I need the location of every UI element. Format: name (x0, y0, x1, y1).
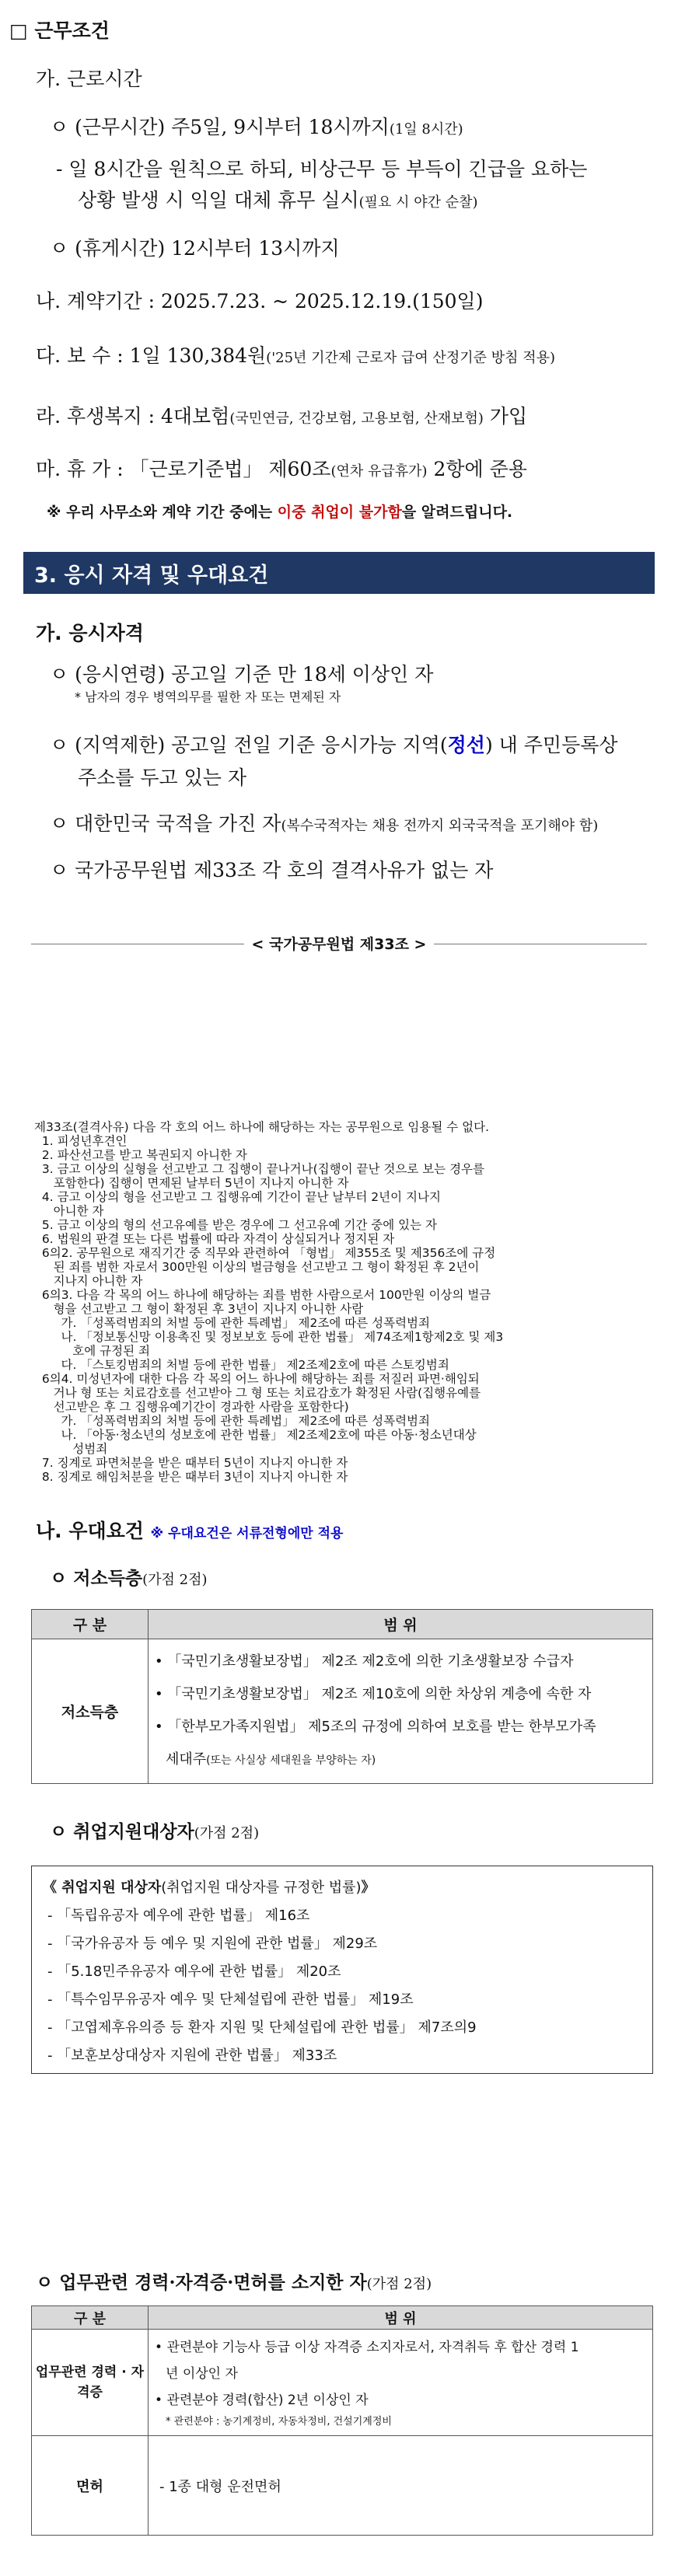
list-item: • 관련분야 기능사 등급 이상 자격증 소지자로서, 자격취득 후 합산 경력 1 (155, 2340, 579, 2355)
law-line: 성범죄 (34, 1442, 108, 1456)
license-heading: ㅇ 업무관련 경력·자격증·면허를 소지한 자(가점 2점) (36, 2272, 432, 2293)
list-item: • 「국민기초생활보장법」 제2조 제2호에 의한 기초생활보장 수급자 (155, 1653, 574, 1670)
double-employment-notice: ※ 우리 사무소와 계약 기간 중에는 이중 취업이 불가함을 알려드립니다. (47, 504, 513, 521)
law-line: 호에 규정된 죄 (34, 1344, 150, 1358)
contract-period: 나. 계약기간 : 2025.7.23. ~ 2025.12.19.(150일) (36, 290, 484, 312)
law-line: 제33조(결격사유) 다음 각 호의 어느 하나에 해당하는 자는 공무원으로 임용될 수 없다. (34, 1120, 490, 1134)
low-income-table (31, 1609, 653, 1784)
list-item: - 「독립유공자 예우에 관한 법률」 제16조 (47, 1908, 310, 1924)
support-heading: ㅇ 취업지원대상자(가점 2점) (50, 1821, 260, 1842)
nationality-requirement: ㅇ 대한민국 국적을 가진 자(복수국적자는 채용 전까지 외국국적을 포기해야 함) (50, 812, 599, 835)
law-line: 3. 금고 이상의 실형을 선고받고 그 집행이 끝나거나(집행이 끝난 것으로 보는 경우를 (34, 1162, 484, 1176)
law-line: 8. 징계로 해임처분을 받은 때부터 3년이 지나지 아니한 자 (34, 1470, 348, 1484)
law-title: < 국가공무원법 제33조 > (244, 936, 435, 953)
table-row: 면허 - 1종 대형 운전면허 (32, 2436, 653, 2536)
work-hours-line: ㅇ (근무시간) 주5일, 9시부터 18시까지(1일 8시간) (50, 116, 463, 138)
law-line: 다. 「스토킹범죄의 처벌 등에 관한 법률」 제2조제2호에 따른 스토킹범죄 (34, 1358, 449, 1372)
law-line: 나. 「아동·청소년의 성보호에 관한 법률」 제2조제2호에 따른 아동·청소년대상 (34, 1428, 477, 1442)
table-header-row: 구 분 범 위 (32, 1610, 653, 1639)
law-line: 선고받은 후 그 집행유예기간이 경과한 사람을 포함한다) (34, 1400, 349, 1414)
vacation: 마. 휴 가 : 「근로기준법」 제60조(연차 유급휴가) 2항에 준용 (36, 458, 527, 480)
law-line: 6의3. 다음 각 목의 어느 하나에 해당하는 죄를 범한 사람으로서 100만원 이상의 벌금 (34, 1288, 491, 1302)
law-text (34, 1120, 503, 1484)
law-line: 포함한다) 집행이 면제된 날부터 5년이 지나지 아니한 자 (34, 1176, 349, 1190)
list-item: - 「보훈보상대상자 지원에 관한 법률」 제33조 (47, 2047, 337, 2064)
law-line: 4. 금고 이상의 형을 선고받고 그 집행유예 기간이 끝난 날부터 2년이 지나지 (34, 1190, 441, 1204)
list-item: - 「5.18민주유공자 예우에 관한 법률」 제20조 (47, 1963, 341, 1980)
law-line: 7. 징계로 파면처분을 받은 때부터 5년이 지나지 아니한 자 (34, 1456, 348, 1470)
break-time-line: ㅇ (휴게시간) 12시부터 13시까지 (50, 237, 340, 260)
law-line: 형을 선고받고 그 형이 확정된 후 3년이 지나지 아니한 사람 (34, 1302, 364, 1316)
law-line: 거나 형 또는 치료감호를 선고받아 그 형 또는 치료감호가 확정된 사람(집행유예를 (34, 1386, 481, 1400)
table-row: 업무관련 경력 · 자격증 • 관련분야 기능사 등급 이상 자격증 소지자로서, 자격취득 후 합산 경력 1 년 이상인 자 • 관련분야 경력(합산) 2년 이상인 자 * 관련분야 : 농기계정비, 자동차정비, 건설기계정비 (32, 2330, 653, 2436)
table-row: 저소득층 • 「국민기초생활보장법」 제2조 제2호에 의한 기초생활보장 수급자 • 「국민기초생활보장법」 제2조 제10호에 의한 차상위 계층에 속한 자 • 「한부모가족지원법」 제5조의 규정에 의하여 보호를 받는 한부모가족 세대주(또는 사실상 세대원을 부양하는 자) (32, 1639, 653, 1784)
law-line: 아니한 자 (34, 1204, 104, 1218)
overtime-note: - 일 8시간을 원칙으로 하되, 비상근무 등 부득이 긴급을 요하는 상황 발생 시 익일 대체 휴무 실시(필요 시 야간 순찰) (56, 158, 588, 211)
law-line: 된 죄를 범한 자로서 300만원 이상의 벌금형을 선고받고 그 형이 확정된 후 2년이 (34, 1260, 480, 1274)
salary: 다. 보 수 : 1일 130,384원('25년 기간제 근로자 급여 산정기준 방침 적용) (36, 344, 555, 367)
license-table (31, 2305, 653, 2536)
disqualification-requirement: ㅇ 국가공무원법 제33조 각 호의 결격사유가 없는 자 (50, 859, 494, 881)
list-item: • 관련분야 경력(합산) 2년 이상인 자 (155, 2393, 369, 2408)
list-item: - 「특수임무유공자 예우 및 단체설립에 관한 법률」 제19조 (47, 1991, 414, 2008)
list-item: - 「고엽제후유의증 등 환자 지원 및 단체설립에 관한 법률」 제7조의9 (47, 2019, 477, 2036)
military-note: * 남자의 경우 병역의무를 필한 자 또는 면제된 자 (75, 689, 341, 704)
law-line: 6의2. 공무원으로 재직기간 중 직무와 관련하여 「형법」 제355조 및 제356조에 규정 (34, 1246, 496, 1260)
law-line: 지나지 아니한 자 (34, 1274, 143, 1288)
section-header-work: □ 근무조건 (9, 19, 110, 42)
support-laws-box (31, 1866, 653, 2074)
section-bar-qualification: 3. 응시 자격 및 우대요건 (23, 552, 655, 594)
region-requirement: ㅇ (지역제한) 공고일 전일 기준 응시가능 지역(정선) 내 주민등록상 주소를 두고 있는 자 (50, 734, 618, 789)
list-item: • 「국민기초생활보장법」 제2조 제10호에 의한 차상위 계층에 속한 자 (155, 1686, 592, 1702)
law-line: 나. 「정보통신망 이용촉진 및 정보보호 등에 관한 법률」 제74조제1항제2호 및 제3 (34, 1330, 504, 1344)
law-line: 가. 「성폭력범죄의 처벌 등에 관한 특례법」 제2조에 따른 성폭력범죄 (34, 1316, 430, 1330)
list-item: • 「한부모가족지원법」 제5조의 규정에 의하여 보호를 받는 한부모가족 (155, 1719, 596, 1735)
welfare: 라. 후생복지 : 4대보험(국민연금, 건강보험, 고용보험, 산재보험) 가입 (36, 405, 528, 428)
work-hours-heading: 가. 근로시간 (36, 68, 142, 90)
law-line: 1. 피성년후견인 (34, 1134, 128, 1148)
eligibility-heading: 가. 응시자격 (36, 622, 144, 644)
preference-heading: 나. 우대요건 ※ 우대요건은 서류전형에만 적용 (36, 1520, 344, 1542)
table-header-row: 구 분 범 위 (32, 2306, 653, 2330)
low-income-heading: ㅇ 저소득층(가점 2점) (50, 1568, 208, 1589)
preference-note: ※ 우대요건은 서류전형에만 적용 (150, 1526, 344, 1541)
law-line: 5. 금고 이상의 형의 선고유예를 받은 경우에 그 선고유예 기간 중에 있는 자 (34, 1218, 437, 1232)
age-requirement: ㅇ (응시연령) 공고일 기준 만 18세 이상인 자 (50, 663, 434, 686)
law-line: 6. 법원의 판결 또는 다른 법률에 따라 자격이 상실되거나 정지된 자 (34, 1232, 395, 1246)
law-line: 가. 「성폭력범죄의 처벌 등에 관한 특례법」 제2조에 따른 성폭력범죄 (34, 1414, 430, 1428)
law-line: 6의4. 미성년자에 대한 다음 각 목의 어느 하나에 해당하는 죄를 저질러 파면·해임되 (34, 1372, 480, 1386)
support-box-title: 《 취업지원 대상자(취업지원 대상자를 규정한 법률)》 (43, 1880, 376, 1896)
list-item: - 「국가유공자 등 예우 및 지원에 관한 법률」 제29조 (47, 1935, 378, 1952)
law-line: 2. 파산선고를 받고 복권되지 아니한 자 (34, 1148, 247, 1162)
